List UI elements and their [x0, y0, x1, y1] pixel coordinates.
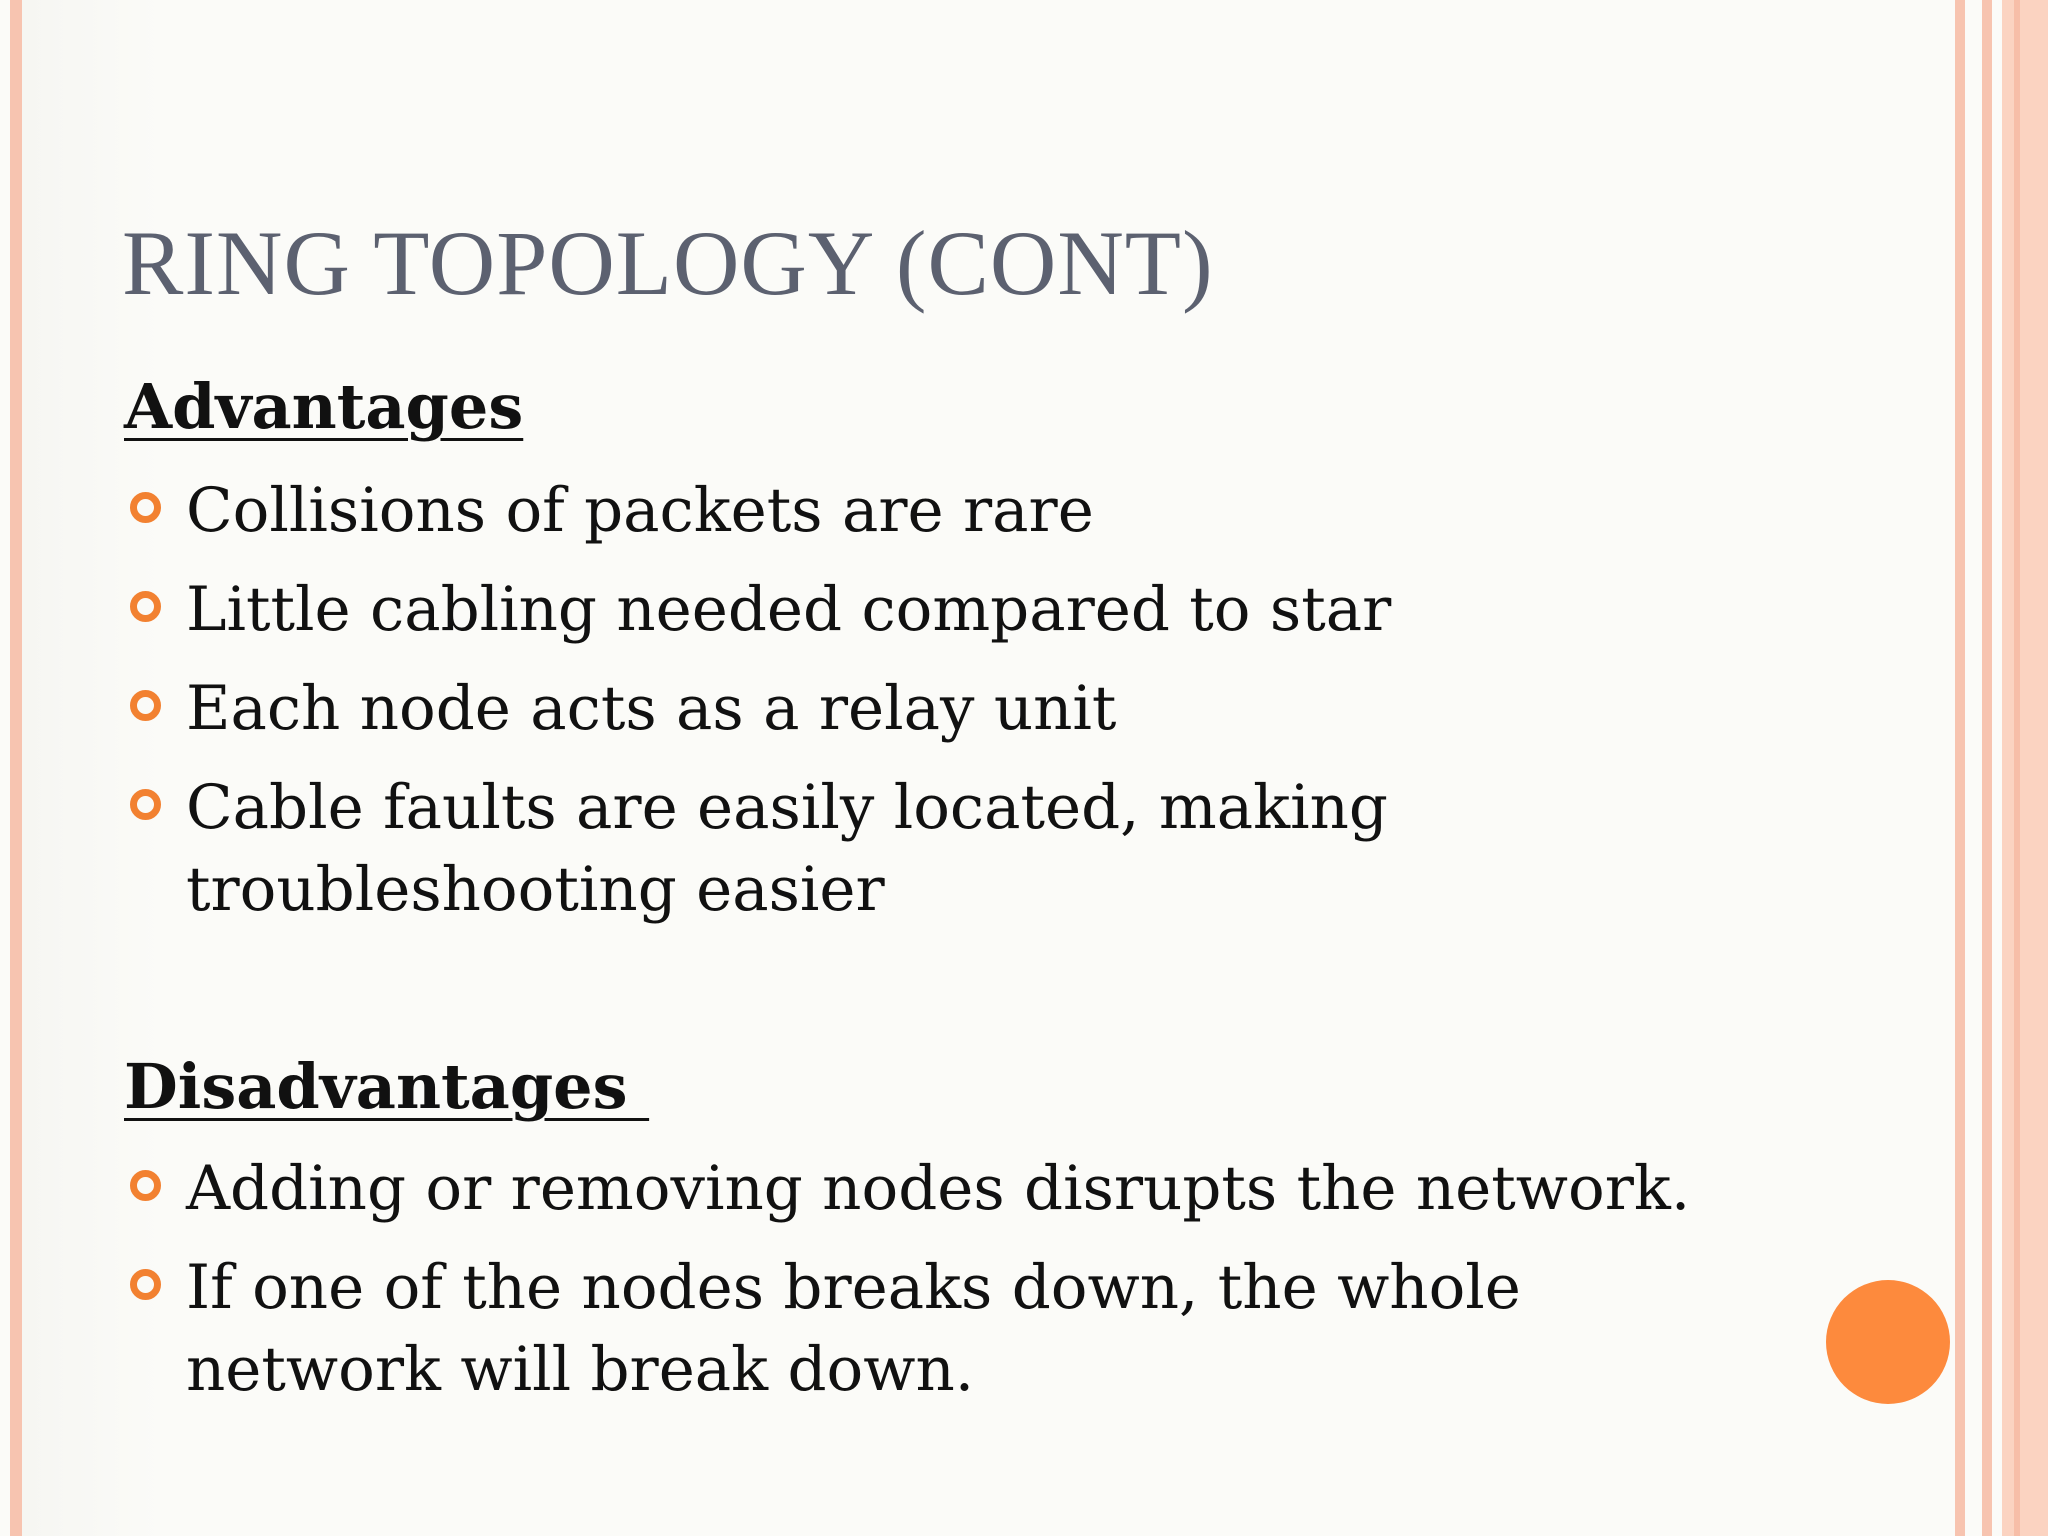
right-border-stripe	[1955, 0, 1965, 1536]
list-item-text: Cable faults are easily located, making troubleshooting easier	[186, 772, 1388, 925]
right-border-stripe	[2014, 0, 2020, 1536]
bullet-icon	[130, 690, 161, 721]
bullet-icon	[130, 1170, 161, 1201]
list-item	[124, 470, 1824, 552]
right-border-stripe	[1982, 0, 1992, 1536]
list-item-text: Adding or removing nodes disrupts the network.	[186, 1153, 1691, 1224]
list-item	[124, 1247, 1646, 1411]
list-item-text: Little cabling needed compared to star	[186, 574, 1392, 645]
list-item	[124, 767, 1516, 931]
list-item-text: Collisions of packets are rare	[186, 475, 1094, 546]
bullet-icon	[130, 789, 161, 820]
list-item	[124, 668, 1824, 750]
right-border-stripe	[2002, 0, 2048, 1536]
orange-dot-decoration	[1826, 1280, 1950, 1404]
advantages-heading: Advantages	[124, 370, 524, 443]
disadvantages-heading: Disadvantages	[124, 1050, 650, 1123]
slide-title: RING TOPOLOGY (CONT)	[122, 212, 1214, 314]
list-item	[124, 569, 1824, 651]
disadvantages-list	[124, 1148, 1824, 1428]
bullet-icon	[130, 492, 161, 523]
list-item	[124, 1148, 1824, 1230]
bullet-icon	[130, 1269, 161, 1300]
advantages-list	[124, 470, 1824, 948]
list-item-text: Each node acts as a relay unit	[186, 673, 1117, 744]
bullet-icon	[130, 591, 161, 622]
left-border-stripe	[10, 0, 22, 1536]
list-item-text: If one of the nodes breaks down, the whole network will break down.	[186, 1252, 1521, 1405]
